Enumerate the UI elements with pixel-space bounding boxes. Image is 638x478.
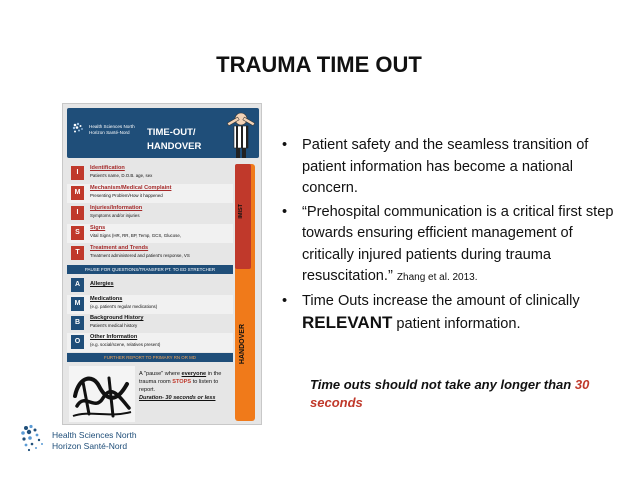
imist-row [67,204,233,223]
row-title: Mechanism/Medical Complaint [90,185,172,191]
bullet-citation: Zhang et al. 2013. [396,272,478,283]
card-title-line2: HANDOVER [147,141,202,152]
slide-title: TRAUMA TIME OUT [216,52,422,77]
card-title [147,126,201,154]
row-title: Other Information [90,334,138,340]
row-subtitle: Patient's name, D.O.B. age, sex [90,173,153,178]
imist-row [67,244,233,263]
footer-org-name [52,430,137,452]
card-header [67,108,259,158]
row-subtitle: Presenting Problem/How it happened [90,193,163,198]
callout-body: Time outs should not take any longer than [310,377,575,392]
callout-highlight: 30 seconds [310,377,590,410]
row-title: Background History [90,315,144,321]
note-text: in the trauma room [139,371,222,385]
footer-name-line2: Horizon Santé-Nord [52,441,128,451]
row-title: Signs [90,225,106,231]
card-org-name [89,124,135,135]
row-subtitle: Treatment administered and patient's response, VS [90,253,190,258]
ambo-row [67,314,233,333]
note-duration: Duration- 30 seconds or less [139,395,216,401]
note-text: A "pause" where [139,371,182,377]
imist-side-bar [235,164,251,269]
time-out-scribble-illustration [69,366,135,422]
row-letter: I [71,166,84,180]
row-letter: M [71,186,84,200]
card-title-line1: TIME-OUT/ [147,127,196,138]
pause-description [139,370,235,402]
row-subtitle: (e.g. patient's regular medications) [90,304,158,309]
row-title: Allergies [90,281,114,287]
bullet-list [282,135,627,336]
row-letter: I [71,206,84,220]
note-stops: STOPS [172,379,192,385]
timeout-referee-icon [224,110,258,160]
bullet-item [282,135,627,200]
row-title: Identification [90,165,125,171]
handover-label: HANDOVER [239,324,246,365]
card-org-line2: Horizon Santé-Nord [89,129,130,135]
bullet-dot-icon: • [282,137,288,153]
callout-text [310,376,590,412]
row-letter: S [71,226,84,240]
imist-row [67,224,233,243]
ambo-row [67,333,233,352]
bullet-dot-icon: • [282,203,288,220]
row-title: Injuries/Information [90,205,143,211]
hsn-logo-icon [72,122,86,136]
row-letter: T [71,246,84,260]
bullet-dot-icon: • [282,292,288,309]
row-title: Medications [90,296,123,302]
bullet-text: Patient safety and the seamless transition of patient information has become a national concern. [302,137,589,196]
row-letter: M [71,297,84,311]
bullet-item [282,202,627,289]
bullet-emphasis: RELEVANT [302,313,393,332]
row-letter: O [71,335,84,349]
pause-banner: PAUSE FOR QUESTIONS/TRANSFER PT. TO ED STRETCHER [67,265,233,274]
ambo-row [67,295,233,314]
row-letter: B [71,316,84,330]
bullet-text: Time Outs increase the amount of clinically [302,292,580,309]
further-report-banner: FURTHER REPORT TO PRIMARY RN OR MD [67,353,233,362]
row-title: Treatment and Trends [90,245,149,251]
bullet-item [282,291,627,336]
row-subtitle: Vital Signs (HR, RR, BP, Temp, GCS, Glucose, [90,233,182,238]
imist-label: IMIST [238,204,244,219]
card-org-line1: Health Sciences North [89,124,135,129]
row-subtitle: Patient's medical history [90,323,138,328]
imist-row [67,164,233,183]
bullet-text: patient information. [392,316,521,332]
bullet-text: “Prehospital communication is a critical first step towards ensuring efficient management of critically injured patients during trauma resuscitation.” [302,203,614,284]
note-everyone: everyone [181,371,207,377]
footer-name-line1: Health Sciences North [52,430,137,440]
row-letter: A [71,278,84,292]
imist-row [67,184,233,203]
hsn-footer-logo-icon [20,424,48,454]
row-subtitle: Symptoms and/or injuries [90,213,140,218]
time-out-handover-card [62,103,262,425]
ambo-row [67,276,233,295]
row-subtitle: (e.g. social/scene, relatives present) [90,342,161,347]
note-text: to listen to report. [139,379,219,393]
